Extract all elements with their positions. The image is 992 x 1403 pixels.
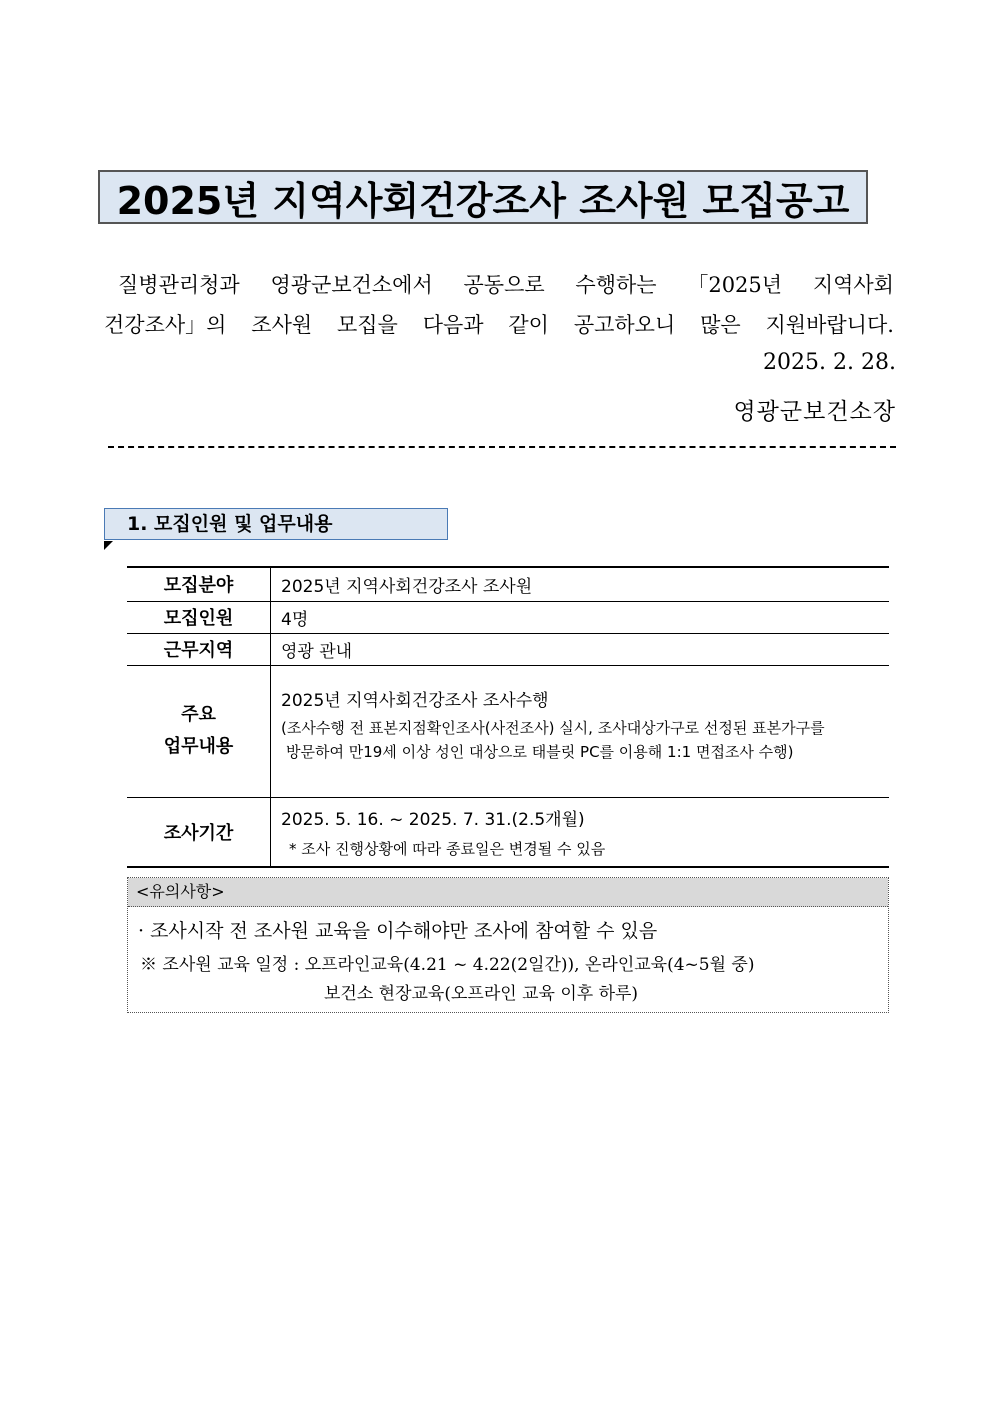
table-row <box>127 665 889 797</box>
intro-word: 조사원 <box>251 313 313 337</box>
row-value: 4명 <box>271 601 890 633</box>
table-row <box>127 797 889 867</box>
table-row <box>127 633 889 665</box>
section-heading: 1. 모집인원 및 업무내용 <box>104 508 448 540</box>
duties-main: 2025년 지역사회건강조사 조사수행 <box>281 690 549 711</box>
intro-word: 질병관리청과 <box>118 273 240 297</box>
row-key: 조사기간 <box>127 797 271 867</box>
table-row <box>127 567 889 601</box>
notice-line: ※ 조사원 교육 일정 : 오프라인교육(4.21 ~ 4.22(2일간)), 온라인교육(4~5월 중) <box>140 955 755 975</box>
recruitment-table <box>127 566 889 868</box>
duties-key-line: 업무내용 <box>163 736 234 757</box>
page-title: 2025년 지역사회건강조사 조사원 모집공고 <box>98 170 868 224</box>
notice-line: · 조사시작 전 조사원 교육을 이수해야만 조사에 참여할 수 있음 <box>138 920 658 942</box>
duties-detail: (조사수행 전 표본지점확인조사(사전조사) 실시, 조사대상가구로 선정된 표본가구를 <box>281 718 825 737</box>
row-key: 근무지역 <box>127 633 271 665</box>
row-key: 모집분야 <box>127 567 271 601</box>
notice-date: 2025. 2. 28. <box>763 350 896 375</box>
intro-word: 다음과 <box>422 313 484 337</box>
notice-heading: <유의사항> <box>128 878 888 907</box>
intro-word: 지원바랍니다. <box>765 313 894 337</box>
period-value: 2025. 5. 16. ~ 2025. 7. 31.(2.5개월) <box>281 809 585 830</box>
intro-paragraph <box>104 268 894 348</box>
intro-word: 건강조사」의 <box>104 313 227 337</box>
intro-word: 모집을 <box>336 313 398 337</box>
dashed-divider <box>108 446 896 448</box>
row-value <box>271 665 890 797</box>
intro-word: 지역사회 <box>812 273 894 297</box>
row-value: 영광 관내 <box>271 633 890 665</box>
notice-box <box>127 877 889 1013</box>
intro-word: 수행하는 <box>575 273 657 297</box>
row-value: 2025년 지역사회건강조사 조사원 <box>271 567 890 601</box>
row-value <box>271 797 890 867</box>
intro-word: 공고하오니 <box>573 313 676 337</box>
period-note: * 조사 진행상황에 따라 종료일은 변경될 수 있음 <box>289 839 606 858</box>
intro-word: 같이 <box>508 313 549 337</box>
notice-line: 보건소 현장교육(오프라인 교육 이후 하루) <box>324 984 639 1004</box>
duties-detail: 방문하여 만19세 이상 성인 대상으로 태블릿 PC를 이용해 1:1 면접조사 수행) <box>286 742 794 761</box>
signer: 영광군보건소장 <box>733 399 896 425</box>
duties-key-line: 주요 <box>181 704 216 725</box>
intro-word: 영광군보건소에서 <box>270 273 433 297</box>
intro-word: 공동으로 <box>463 273 545 297</box>
section-corner-mark <box>104 541 113 550</box>
intro-line-1 <box>104 268 894 308</box>
intro-word: 많은 <box>700 313 741 337</box>
intro-line-2 <box>104 308 894 348</box>
intro-word: 「2025년 <box>687 273 783 297</box>
row-key <box>127 665 271 797</box>
table-row <box>127 601 889 633</box>
row-key: 모집인원 <box>127 601 271 633</box>
